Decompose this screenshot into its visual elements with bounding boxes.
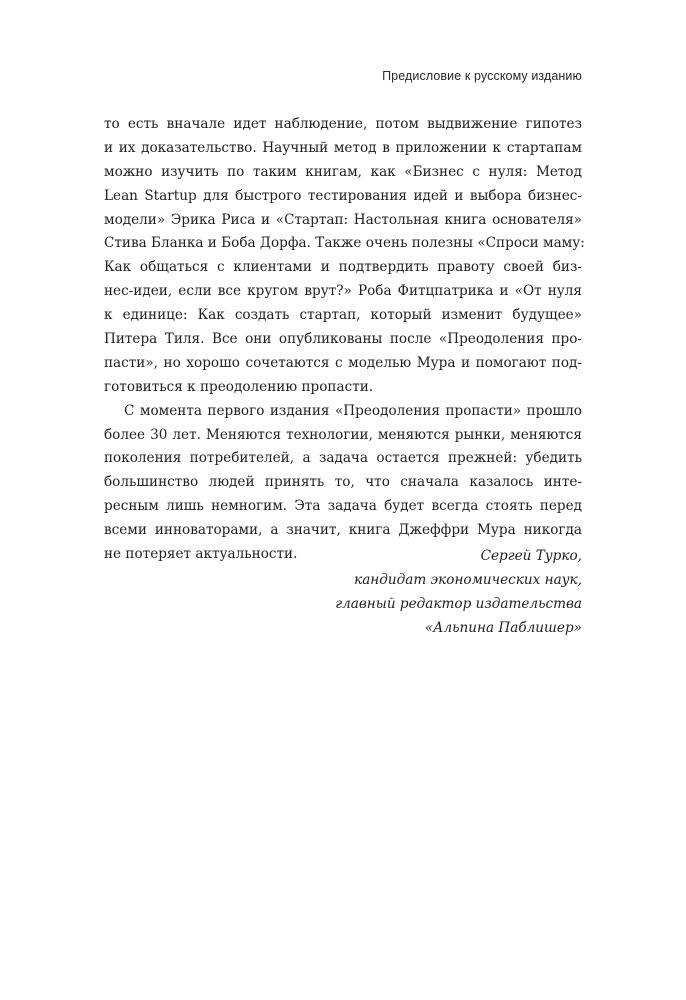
text-line: Lean Startup для быстрого тестирования идей и выбора бизнес- [104, 187, 582, 204]
text-line: всеми инноваторами, а значит, книга Джеффри Мура никогда [104, 522, 582, 539]
signature-degree: кандидат экономических наук, [354, 571, 582, 588]
text-line: Питера Тиля. Все они опубликованы после «Преодоления про- [104, 331, 582, 348]
text-line: готовиться к преодолению пропасти. [104, 378, 374, 395]
text-line: Как общаться с клиентами и подтвердить правоту своей биз- [104, 259, 582, 276]
text-line: большинство людей принять то, что сначала казалось инте- [104, 474, 582, 491]
text-line: ресным лишь немногим. Эта задача будет всегда стоять перед [104, 498, 582, 515]
text-line: и их доказательство. Научный метод в приложении к стартапам [104, 139, 582, 156]
text-line: Стива Бланка и Боба Дорфа. Также очень полезны «Спроси маму: [104, 235, 585, 252]
text-line: нес-идеи, если все кругом врут?» Роба Фитцпатрика и «От нуля [104, 283, 582, 300]
paragraph-2 [104, 400, 582, 567]
signature-block [335, 545, 582, 641]
text-line: можно изучить по таким книгам, как «Бизнес с нуля: Метод [104, 163, 582, 180]
text-line: то есть вначале идет наблюдение, потом выдвижение гипотез [104, 116, 582, 132]
running-head: Предисловие к русскому изданию [382, 69, 582, 83]
text-line: модели» Эрика Риса и «Стартап: Настольная книга основателя» [104, 211, 582, 228]
text-line: пасти», но хорошо сочетаются с моделью Мура и помогают под- [104, 354, 582, 371]
text-line: поколения потребителей, а задача остается прежней: убедить [104, 450, 582, 467]
text-line: С момента первого издания «Преодоления пропасти» прошло [124, 402, 582, 419]
signature-position: главный редактор издательства [335, 595, 582, 612]
paragraph-1 [104, 113, 585, 400]
signature-name: Сергей Турко, [480, 548, 582, 564]
text-line: более 30 лет. Меняются технологии, меняются рынки, меняются [104, 426, 582, 443]
body-text [104, 113, 585, 567]
signature-publisher: «Альпина Паблишер» [424, 619, 582, 636]
text-line: не потеряет актуальности. [104, 546, 298, 563]
text-line: к единице: Как создать стартап, который изменит будущее» [104, 307, 582, 324]
